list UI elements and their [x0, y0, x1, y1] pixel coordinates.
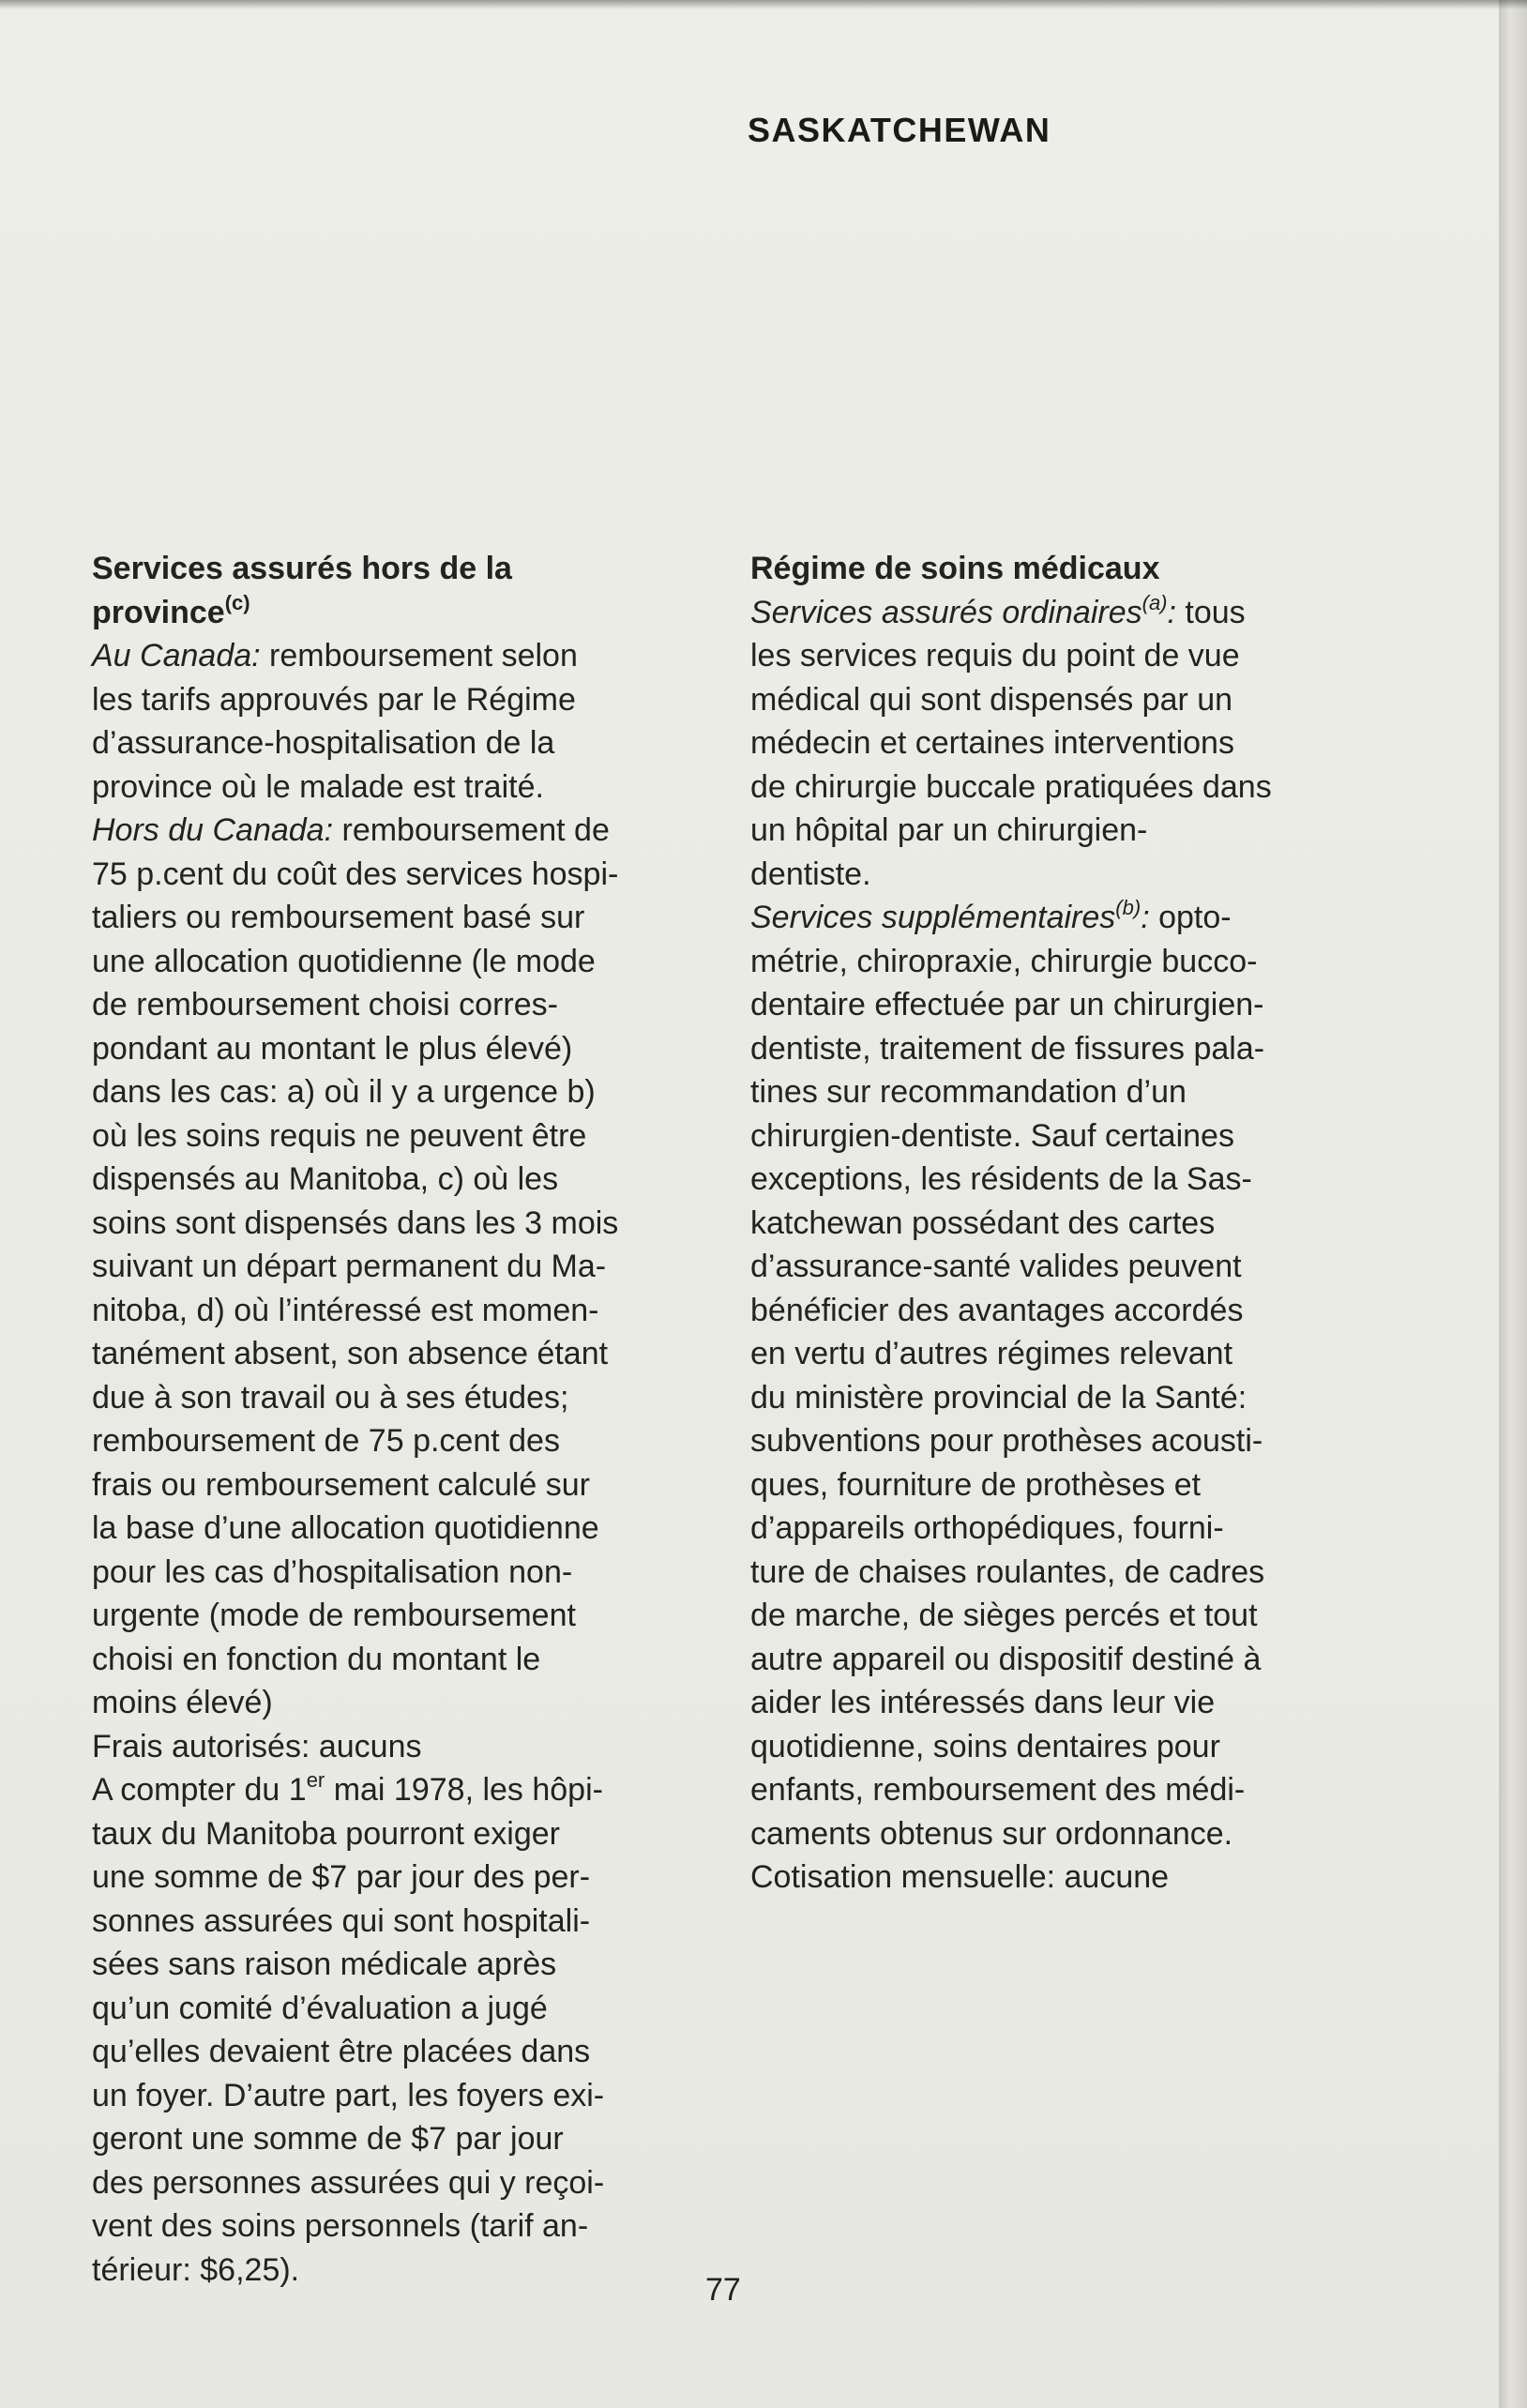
- line-text: nitoba, d) où l’intéressé est momen-: [92, 1292, 599, 1328]
- text-line: [92, 1289, 726, 1333]
- line-text: dentaire effectuée par un chirurgien-: [750, 987, 1264, 1022]
- text-line: [92, 1419, 726, 1463]
- footnote-mark: (a): [1141, 590, 1168, 614]
- line-text: les tarifs approuvés par le Régime: [92, 681, 576, 718]
- text-line: [750, 1855, 1379, 1900]
- text-line: [750, 721, 1379, 765]
- text-line: [92, 2074, 726, 2118]
- text-line: [92, 721, 726, 765]
- text-line: [92, 1114, 726, 1159]
- right-column: [750, 547, 1379, 1900]
- page-number: 77: [705, 2272, 741, 2308]
- text-line: [92, 1507, 726, 1551]
- line-text: dans les cas: a) où il y a urgence b): [92, 1074, 596, 1110]
- line-text: geront une somme de $7 par jour: [92, 2121, 564, 2157]
- line-text: bénéficier des avantages accordés: [750, 1292, 1244, 1328]
- line-text: pondant au montant le plus élevé): [92, 1030, 573, 1067]
- line-text: dentiste.: [750, 856, 871, 892]
- text-line: [750, 1507, 1379, 1551]
- text-line: [750, 1463, 1379, 1507]
- top-shadow: [0, 0, 1527, 9]
- text-line: [92, 1245, 726, 1289]
- line-text: remboursement selon: [260, 638, 578, 674]
- line-text: remboursement de 75 p.cent des: [92, 1423, 560, 1459]
- italic-colon: :: [1141, 900, 1150, 935]
- line-text: chirurgien-dentiste. Sauf certaines: [750, 1117, 1234, 1154]
- left-heading-word: province: [92, 594, 225, 630]
- text-line: [92, 1158, 726, 1202]
- text-line: [92, 765, 726, 810]
- footnote-mark: (c): [224, 590, 250, 614]
- line-text: térieur: $6,25).: [92, 2251, 300, 2288]
- line-text: qu’elles devaient être placées dans: [92, 2034, 591, 2069]
- line-text: où les soins requis ne peuvent être: [92, 1117, 587, 1154]
- left-column: [92, 547, 726, 2292]
- left-heading-line: Services assurés hors de la: [92, 551, 512, 586]
- text-line: [92, 1202, 726, 1246]
- italic-lead: Services supplémentaires: [750, 900, 1116, 935]
- text-line: [750, 634, 1379, 678]
- line-text: due à son travail ou à ses études;: [92, 1379, 569, 1416]
- text-line: [92, 940, 726, 984]
- text-line: [750, 1376, 1379, 1420]
- line-text: moins élevé): [92, 1685, 273, 1720]
- text-line: [92, 1855, 726, 1900]
- text-line: [750, 853, 1379, 897]
- text-line: [750, 1114, 1379, 1159]
- text-line: [750, 1681, 1379, 1725]
- text-line: [750, 591, 1379, 635]
- line-text: métrie, chiropraxie, chirurgie bucco-: [750, 943, 1258, 979]
- text-line: [92, 1594, 726, 1638]
- line-text: suivant un départ permanent du Ma-: [92, 1249, 607, 1284]
- italic-lead: Services assurés ordinaires: [750, 594, 1142, 630]
- text-line: [750, 1725, 1379, 1769]
- line-text: un hôpital par un chirurgien-: [750, 812, 1148, 848]
- line-text: d’assurance-santé valides peuvent: [750, 1249, 1242, 1284]
- text-line: [750, 1332, 1379, 1376]
- line-text: caments obtenus sur ordonnance.: [750, 1815, 1233, 1852]
- line-text: médical qui sont dispensés par un: [750, 681, 1233, 718]
- line-text: pour les cas d’hospitalisation non-: [92, 1553, 573, 1590]
- text-line: [750, 1768, 1379, 1812]
- line-text: katchewan possédant des cartes: [750, 1204, 1216, 1241]
- line-text: enfants, remboursement des médi-: [750, 1772, 1246, 1808]
- line-text: province où le malade est traité.: [92, 768, 544, 805]
- text-line: [92, 1943, 726, 1987]
- text-line: [750, 765, 1379, 810]
- line-text: tanément absent, son absence étant: [92, 1336, 609, 1371]
- line-text: tines sur recommandation d’un: [750, 1074, 1187, 1110]
- line-text: Cotisation mensuelle: aucune: [750, 1859, 1170, 1895]
- line-text: tous: [1175, 594, 1246, 630]
- line-text: aider les intéressés dans leur vie: [750, 1685, 1216, 1720]
- line-text: ques, fourniture de prothèses et: [750, 1466, 1202, 1503]
- line-text: d’assurance-hospitalisation de la: [92, 725, 555, 761]
- right-body: [750, 591, 1379, 1900]
- italic-lead: Hors du Canada:: [92, 812, 334, 848]
- line-text: sées sans raison médicale après: [92, 1946, 557, 1982]
- line-text: exceptions, les résidents de la Sas-: [750, 1161, 1252, 1197]
- text-line: [92, 1987, 726, 2031]
- right-heading: Régime de soins médicaux: [750, 551, 1160, 586]
- text-line: [750, 678, 1379, 722]
- footnote-mark: (b): [1115, 896, 1141, 919]
- ordinal-superscript: er: [306, 1768, 325, 1792]
- text-line: [92, 2249, 726, 2293]
- line-text: de chirurgie buccale pratiquées dans: [750, 768, 1272, 805]
- text-line: [92, 1463, 726, 1507]
- text-line: [92, 634, 726, 678]
- text-line: [92, 1725, 726, 1769]
- line-text: remboursement de: [333, 812, 610, 848]
- text-line: [92, 1681, 726, 1725]
- text-line: [750, 1289, 1379, 1333]
- text-line: [750, 1070, 1379, 1114]
- line-text: du ministère provincial de la Santé:: [750, 1379, 1247, 1416]
- text-line: [750, 1551, 1379, 1595]
- line-text: Frais autorisés: aucuns: [92, 1728, 422, 1764]
- line-text: opto-: [1149, 900, 1232, 935]
- line-text: sonnes assurées qui sont hospitali-: [92, 1902, 591, 1939]
- text-line: [92, 1027, 726, 1071]
- text-line: [750, 940, 1379, 984]
- line-text: vent des soins personnels (tarif an-: [92, 2208, 589, 2244]
- line-text: choisi en fonction du montant le: [92, 1641, 541, 1677]
- line-text: d’appareils orthopédiques, fourni-: [750, 1510, 1224, 1546]
- italic-colon: :: [1167, 594, 1176, 630]
- text-line: [92, 1551, 726, 1595]
- text-line: [92, 2204, 726, 2249]
- line-text: dispensés au Manitoba, c) où les: [92, 1161, 559, 1197]
- text-line: [750, 983, 1379, 1027]
- line-text: ture de chaises roulantes, de cadres: [750, 1553, 1265, 1590]
- line-text: subventions pour prothèses acousti-: [750, 1423, 1263, 1459]
- left-heading: [92, 547, 726, 634]
- left-body: [92, 634, 726, 2292]
- text-line: [92, 1638, 726, 1682]
- left-heading-line: [92, 591, 726, 635]
- text-line: [92, 1768, 726, 1812]
- page-edge: [1499, 0, 1527, 2408]
- text-line: [750, 1202, 1379, 1246]
- text-line: [92, 1332, 726, 1376]
- line-text: qu’un comité d’évaluation a jugé: [92, 1990, 548, 2026]
- text-line: [750, 1245, 1379, 1289]
- text-line: [92, 2117, 726, 2161]
- text-line: [750, 1594, 1379, 1638]
- line-text: urgente (mode de remboursement: [92, 1598, 576, 1633]
- text-line: [750, 1027, 1379, 1071]
- text-line: [92, 2161, 726, 2205]
- line-text: taliers ou remboursement basé sur: [92, 900, 585, 935]
- line-text: autre appareil ou dispositif destiné à: [750, 1641, 1262, 1677]
- text-line: [750, 1812, 1379, 1856]
- line-text: taux du Manitoba pourront exiger: [92, 1815, 560, 1852]
- line-text: dentiste, traitement de fissures pala-: [750, 1030, 1265, 1067]
- text-line: [92, 1812, 726, 1856]
- text-line: [92, 1070, 726, 1114]
- text-line: [92, 809, 726, 853]
- text-line: [750, 1158, 1379, 1202]
- line-text: en vertu d’autres régimes relevant: [750, 1336, 1233, 1371]
- text-line: [92, 983, 726, 1027]
- line-text: soins sont dispensés dans les 3 mois: [92, 1204, 619, 1241]
- text-line: [750, 809, 1379, 853]
- line-text: un foyer. D’autre part, les foyers exi-: [92, 2077, 605, 2113]
- line-text: médecin et certaines interventions: [750, 725, 1234, 761]
- text-line: [92, 896, 726, 940]
- line-text: de marche, de sièges percés et tout: [750, 1598, 1258, 1633]
- italic-lead: Au Canada:: [92, 638, 261, 674]
- line-text: les services requis du point de vue: [750, 638, 1240, 674]
- line-text: une allocation quotidienne (le mode: [92, 943, 596, 979]
- line-text: des personnes assurées qui y reçoi-: [92, 2164, 605, 2201]
- text-line: [750, 1638, 1379, 1682]
- text-line: [92, 678, 726, 722]
- line-text: la base d’une allocation quotidienne: [92, 1510, 599, 1546]
- line-text: une somme de $7 par jour des per-: [92, 1859, 591, 1895]
- line-text: A compter du 1: [92, 1772, 307, 1808]
- text-line: [92, 1376, 726, 1420]
- text-line: [750, 896, 1379, 940]
- line-text: 75 p.cent du coût des services hospi-: [92, 856, 619, 892]
- line-text: mai 1978, les hôpi-: [325, 1772, 603, 1808]
- line-text: de remboursement choisi corres-: [92, 987, 558, 1022]
- text-line: [92, 1900, 726, 1944]
- running-head: SASKATCHEWAN: [748, 111, 1051, 149]
- line-text: quotidienne, soins dentaires pour: [750, 1728, 1220, 1764]
- line-text: frais ou remboursement calculé sur: [92, 1466, 591, 1503]
- text-line: [92, 853, 726, 897]
- text-line: [92, 2030, 726, 2074]
- text-line: [750, 1419, 1379, 1463]
